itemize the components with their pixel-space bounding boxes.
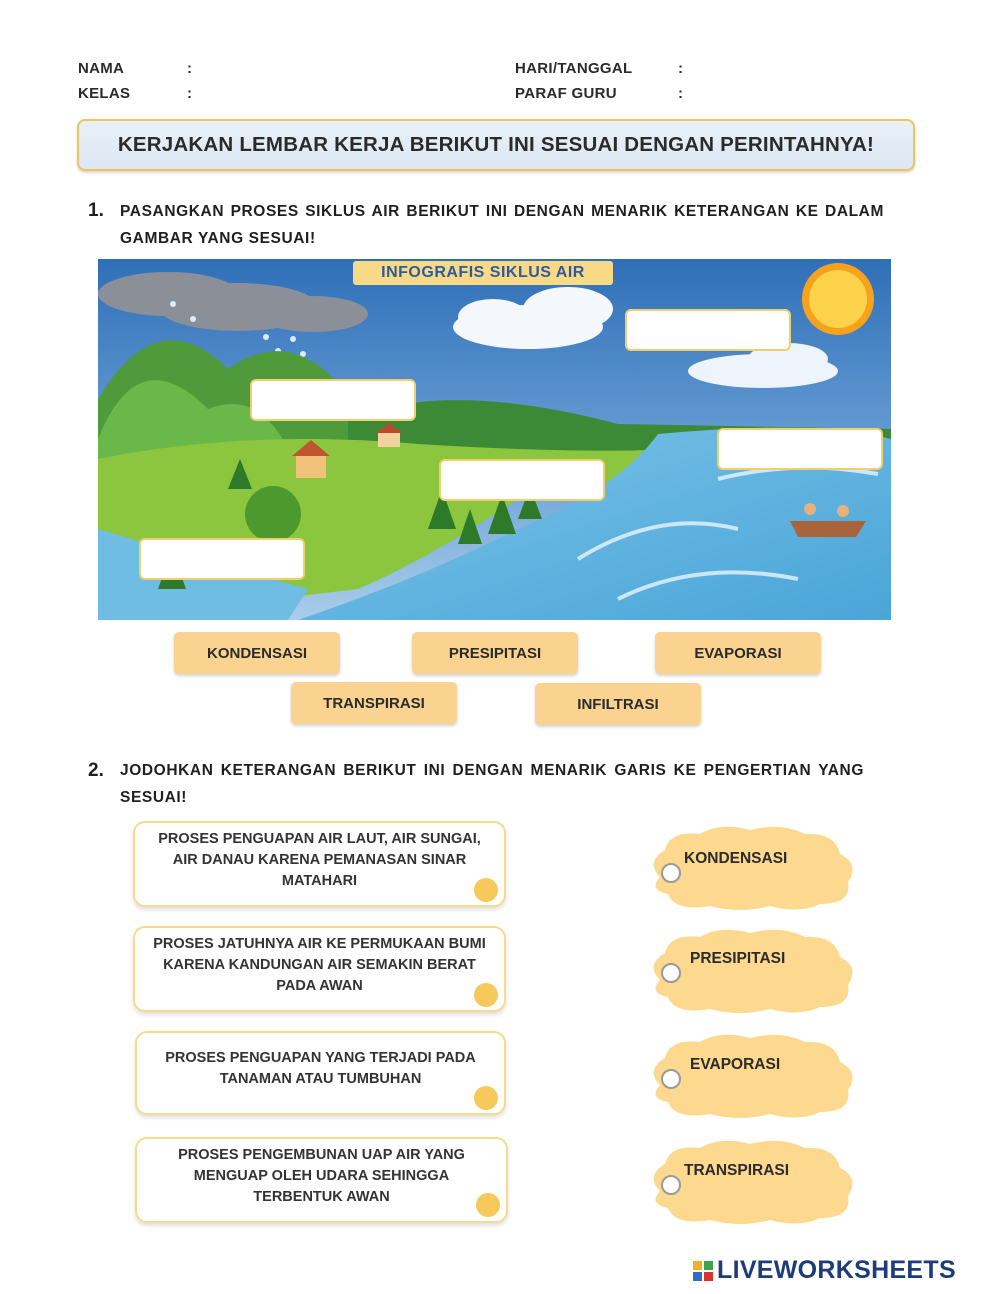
match-dot[interactable]: [476, 1193, 500, 1217]
drop-zone-1[interactable]: [625, 309, 791, 351]
drag-label-transpirasi[interactable]: TRANSPIRASI: [291, 682, 457, 724]
match-dot[interactable]: [474, 983, 498, 1007]
match-ring[interactable]: [661, 1175, 681, 1195]
sun: [802, 263, 874, 335]
term-kondensasi: KONDENSASI: [684, 850, 788, 867]
term-evaporasi: EVAPORASI: [690, 1056, 781, 1073]
definition-card: PROSES PENGEMBUNAN UAP AIR YANG MENGUAP OLEH UDARA SEHINGGA TERBENTUK AWAN: [135, 1137, 508, 1223]
liveworksheets-logo: [693, 1256, 956, 1285]
drop-zone-3[interactable]: [717, 428, 883, 470]
drag-label-kondensasi[interactable]: KONDENSASI: [174, 632, 340, 674]
drag-label-infiltrasi[interactable]: INFILTRASI: [535, 683, 701, 725]
label-nama: NAMA: [78, 60, 125, 77]
question-1-number: 1.: [88, 200, 104, 221]
infographic-title: INFOGRAFIS SIKLUS AIR: [353, 261, 613, 285]
colon: :: [678, 85, 684, 102]
question-1-text: PASANGKAN PROSES SIKLUS AIR BERIKUT INI DENGAN MENARIK KETERANGAN KE DALAM GAMBAR YANG SESUAI!: [120, 203, 884, 247]
label-kelas: KELAS: [78, 85, 131, 102]
drop-zone-4[interactable]: [439, 459, 605, 501]
drag-label-evaporasi[interactable]: EVAPORASI: [655, 632, 821, 674]
definition-card: PROSES JATUHNYA AIR KE PERMUKAAN BUMI KARENA KANDUNGAN AIR SEMAKIN BERAT PADA AWAN: [133, 926, 506, 1012]
colon: :: [187, 85, 193, 102]
label-hari-tanggal: HARI/TANGGAL: [515, 60, 633, 77]
match-dot[interactable]: [474, 1086, 498, 1110]
question-2-number: 2.: [88, 760, 104, 781]
drop-zone-5[interactable]: [139, 538, 305, 580]
drop-zone-2[interactable]: [250, 379, 416, 421]
match-dot[interactable]: [474, 878, 498, 902]
drag-label-presipitasi[interactable]: PRESIPITASI: [412, 632, 578, 674]
term-transpirasi: TRANSPIRASI: [684, 1162, 790, 1179]
brand-name: LIVEWORKSHEETS: [717, 1256, 956, 1284]
definition-card: PROSES PENGUAPAN YANG TERJADI PADA TANAMAN ATAU TUMBUHAN: [135, 1031, 506, 1115]
water-cycle-infographic: [98, 259, 891, 620]
question-2-text: JODOHKAN KETERANGAN BERIKUT INI DENGAN MENARIK GARIS KE PENGERTIAN YANG SESUAI!: [120, 762, 864, 806]
label-paraf-guru: PARAF GURU: [515, 85, 617, 102]
definition-card: PROSES PENGUAPAN AIR LAUT, AIR SUNGAI, AIR DANAU KARENA PEMANASAN SINAR MATAHARI: [133, 821, 506, 907]
logo-icon: [693, 1261, 713, 1281]
match-ring[interactable]: [661, 863, 681, 883]
colon: :: [678, 60, 684, 77]
match-ring[interactable]: [661, 1069, 681, 1089]
colon: :: [187, 60, 193, 77]
instruction-banner: KERJAKAN LEMBAR KERJA BERIKUT INI SESUAI DENGAN PERINTAHNYA!: [77, 119, 915, 171]
term-presipitasi: PRESIPITASI: [690, 950, 786, 967]
match-ring[interactable]: [661, 963, 681, 983]
